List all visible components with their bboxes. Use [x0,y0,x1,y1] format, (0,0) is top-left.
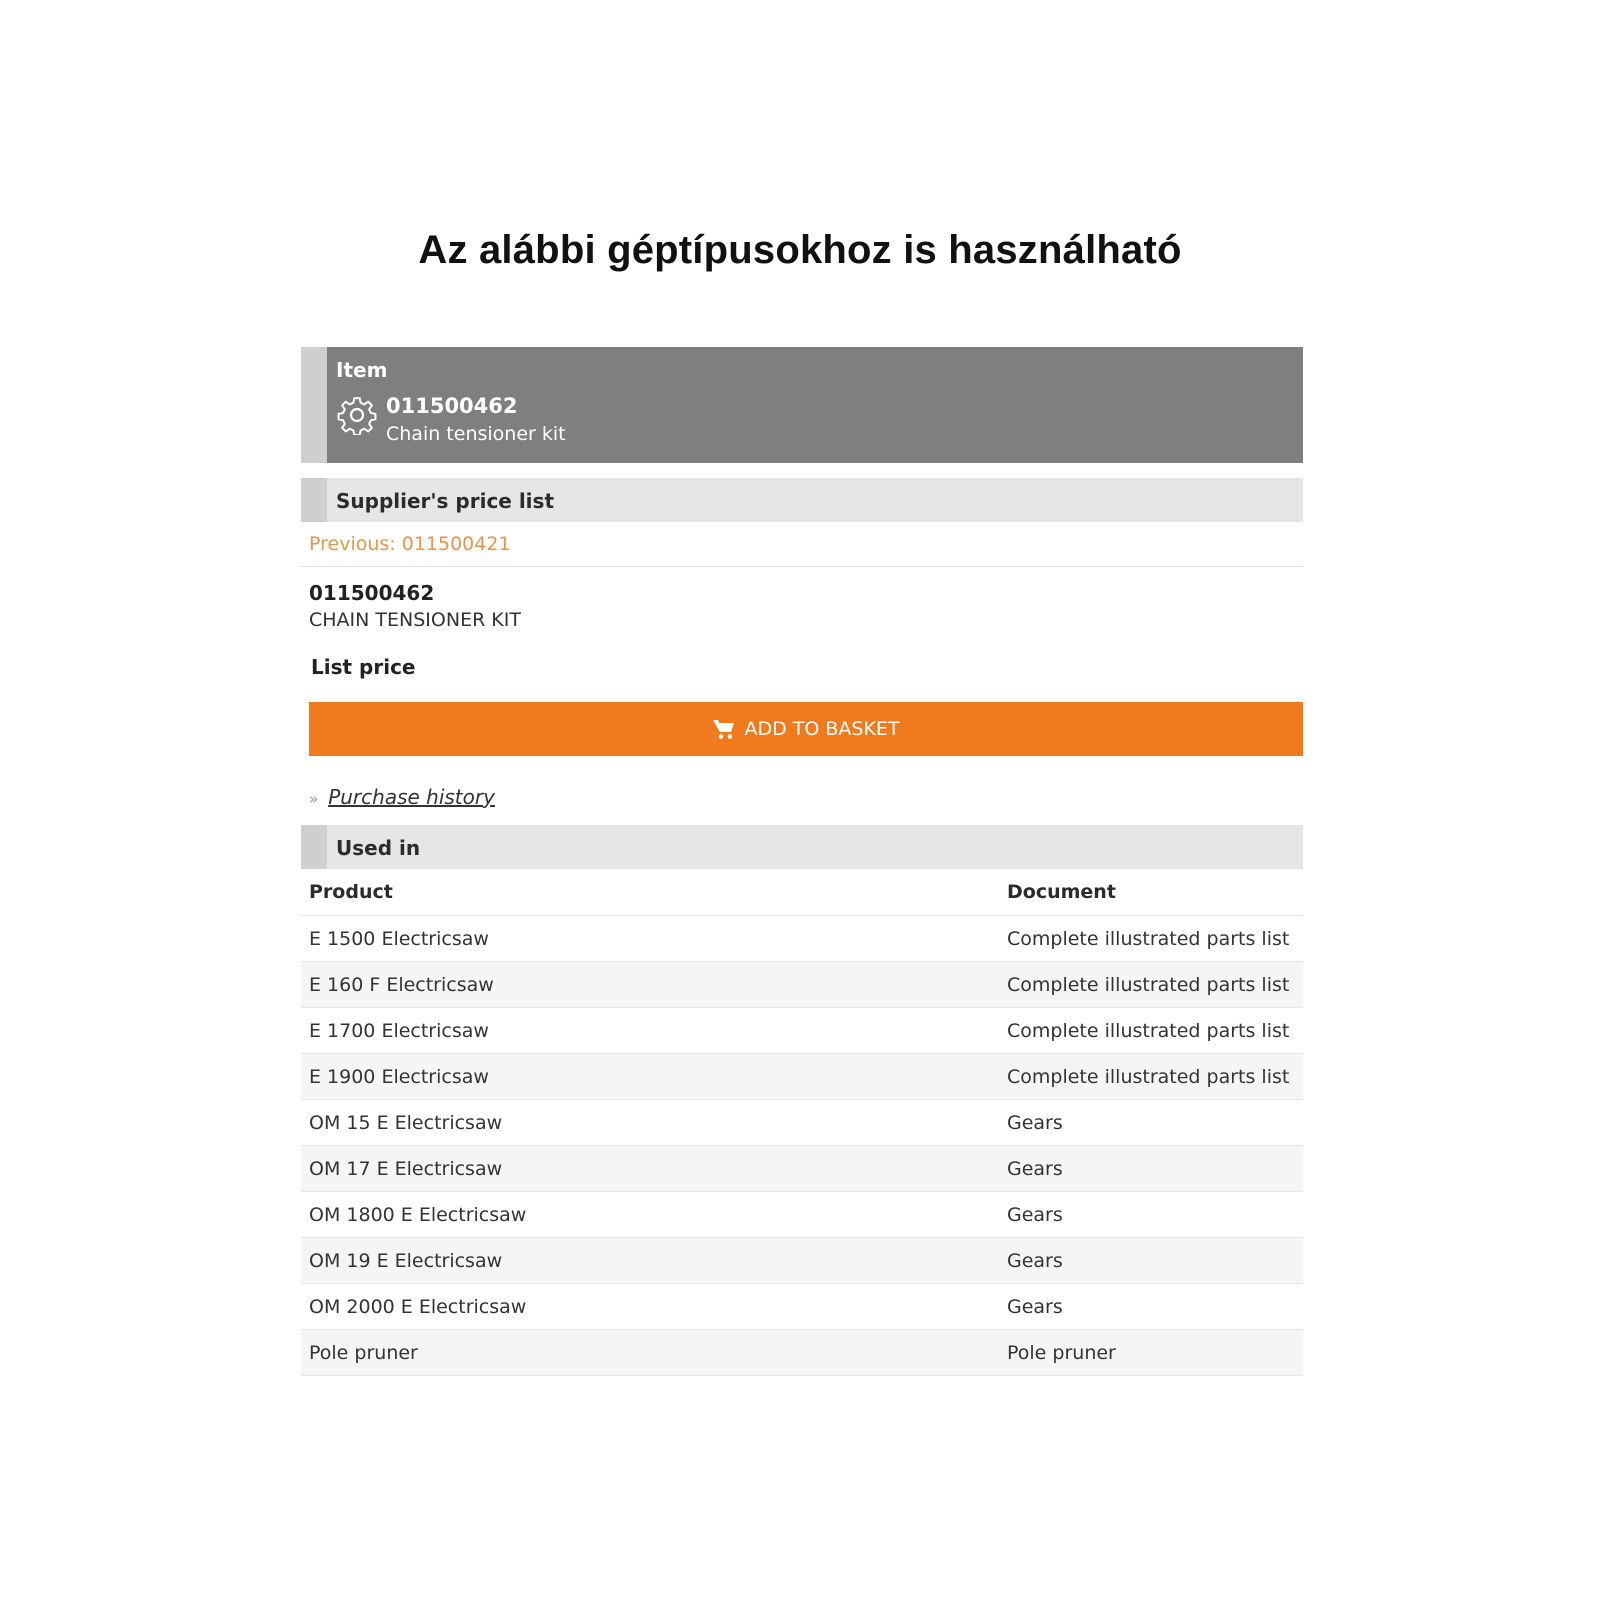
used-in-title: Used in [336,836,421,860]
product-cell[interactable]: E 160 F Electricsaw [301,962,999,1008]
section-accent [301,825,327,869]
product-cell[interactable]: OM 2000 E Electricsaw [301,1284,999,1330]
add-to-basket-button[interactable] [309,702,1303,756]
item-label: Item [336,358,388,382]
item-header [301,347,1303,463]
part-details [301,567,1303,809]
table-row[interactable] [301,1330,1303,1376]
add-to-basket-label: ADD TO BASKET [744,718,900,740]
purchase-history [309,785,495,809]
document-cell[interactable]: Gears [999,1146,1303,1192]
column-header-product: Product [301,869,999,916]
document-cell[interactable]: Pole pruner [999,1330,1303,1376]
cart-icon [712,718,736,740]
product-cell[interactable]: E 1700 Electricsaw [301,1008,999,1054]
table-row[interactable] [301,962,1303,1008]
section-accent [301,478,327,522]
document-cell[interactable]: Gears [999,1192,1303,1238]
previous-part-number: Previous: 011500421 [301,522,1303,567]
page-title: Az alábbi géptípusokhoz is használható [418,228,1182,272]
table-row[interactable] [301,1146,1303,1192]
product-cell[interactable]: OM 17 E Electricsaw [301,1146,999,1192]
table-row[interactable] [301,1100,1303,1146]
document-cell[interactable]: Gears [999,1238,1303,1284]
document-cell[interactable]: Gears [999,1284,1303,1330]
part-name: CHAIN TENSIONER KIT [309,609,521,631]
supplier-price-list-header [301,478,1303,522]
document-cell[interactable]: Complete illustrated parts list [999,1008,1303,1054]
parts-panel [301,347,1303,1376]
column-header-document: Document [999,869,1303,916]
used-in-header [301,825,1303,869]
list-price-label: List price [311,655,416,679]
product-cell[interactable]: OM 15 E Electricsaw [301,1100,999,1146]
product-cell[interactable]: OM 19 E Electricsaw [301,1238,999,1284]
table-row[interactable] [301,1238,1303,1284]
table-row[interactable] [301,916,1303,962]
purchase-history-link[interactable]: Purchase history [328,785,495,809]
item-description: Chain tensioner kit [386,423,566,445]
used-in-table [301,869,1303,1376]
table-row[interactable] [301,1054,1303,1100]
gear-icon [337,395,377,435]
supplier-price-list-title: Supplier's price list [336,489,554,513]
table-row[interactable] [301,1008,1303,1054]
product-cell[interactable]: E 1500 Electricsaw [301,916,999,962]
table-row[interactable] [301,1192,1303,1238]
document-cell[interactable]: Complete illustrated parts list [999,1054,1303,1100]
product-cell[interactable]: OM 1800 E Electricsaw [301,1192,999,1238]
product-cell[interactable]: E 1900 Electricsaw [301,1054,999,1100]
table-row[interactable] [301,1284,1303,1330]
product-cell[interactable]: Pole pruner [301,1330,999,1376]
table-header-row [301,869,1303,916]
part-number: 011500462 [309,581,435,605]
document-cell[interactable]: Complete illustrated parts list [999,916,1303,962]
document-cell[interactable]: Complete illustrated parts list [999,962,1303,1008]
document-cell[interactable]: Gears [999,1100,1303,1146]
item-header-accent [301,347,327,463]
double-chevron-right-icon: » [309,790,319,808]
item-number: 011500462 [386,394,518,418]
